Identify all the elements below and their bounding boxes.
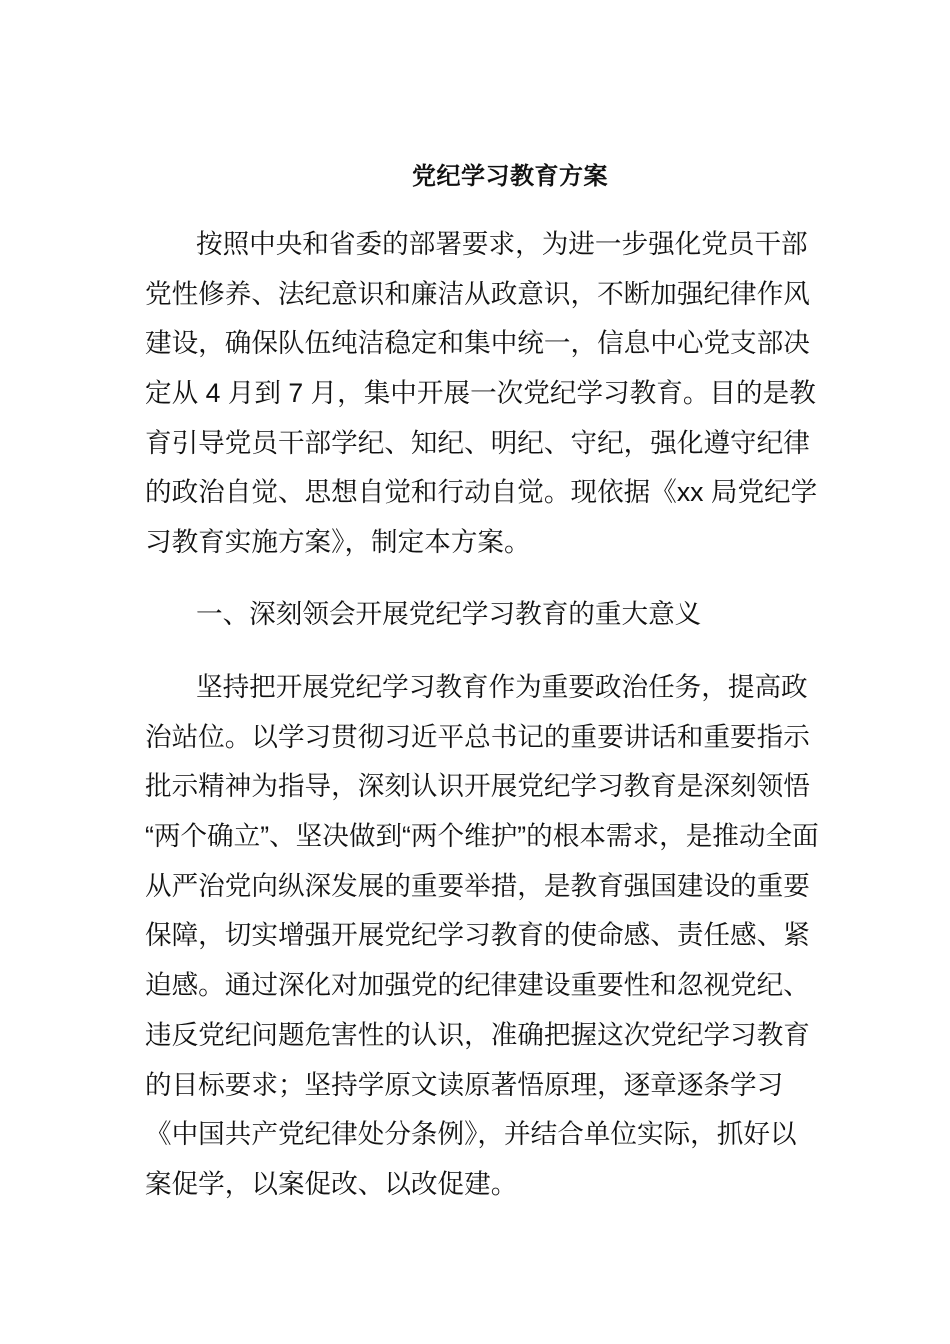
paragraph-line: 批示精神为指导，深刻认识开展党纪学习教育是深刻领悟	[145, 771, 810, 802]
paragraph-line: 按照中央和省委的部署要求，为进一步强化党员干部	[196, 229, 808, 259]
paragraph-line: 党性修养、法纪意识和廉洁从政意识，不断加强纪律作风	[145, 278, 810, 309]
paragraph-line: 违反党纪问题危害性的认识，准确把握这次党纪学习教育	[145, 1019, 810, 1050]
section-1-paragraph	[145, 663, 825, 1210]
paragraph-line: “两个确立”、坚决做到“两个维护”的根本需求，是推动全面	[145, 821, 819, 852]
paragraph-line: 保障，切实增强开展党纪学习教育的使命感、责任感、紧	[145, 920, 810, 951]
paragraph-line: 《中国共产党纪律处分条例》，并结合单位实际，抓好以	[145, 1119, 797, 1150]
section-heading-text: 一、深刻领会开展党纪学习教育的重大意义	[196, 599, 702, 629]
paragraph-line: 的目标要求；坚持学原文读原著悟原理，逐章逐条学习	[145, 1069, 784, 1100]
paragraph-line: 迫感。通过深化对加强党的纪律建设重要性和忽视党纪、	[145, 970, 810, 1001]
paragraph-line: 建设，确保队伍纯洁稳定和集中统一，信息中心党支部决	[145, 328, 810, 359]
paragraph-line: 定从 4 月到 7 月，集中开展一次党纪学习教育。目的是教	[145, 378, 816, 409]
paragraph-line: 坚持把开展党纪学习教育作为重要政治任务，提高政	[196, 672, 808, 702]
paragraph-line: 习教育实施方案》，制定本方案。	[145, 527, 531, 558]
section-heading	[145, 590, 825, 640]
intro-paragraph	[145, 220, 825, 568]
paragraph-line: 育引导党员干部学纪、知纪、明纪、守纪，强化遵守纪律	[145, 427, 810, 458]
paragraph-line: 的政治自觉、思想自觉和行动自觉。现依据《xx 局党纪学	[145, 477, 818, 508]
paragraph-line: 治站位。以学习贯彻习近平总书记的重要讲话和重要指示	[145, 721, 810, 752]
paragraph-line: 从严治党向纵深发展的重要举措，是教育强国建设的重要	[145, 870, 810, 901]
document-title: 党纪学习教育方案	[412, 163, 608, 190]
paragraph-line: 案促学，以案促改、以改促建。	[145, 1168, 518, 1199]
